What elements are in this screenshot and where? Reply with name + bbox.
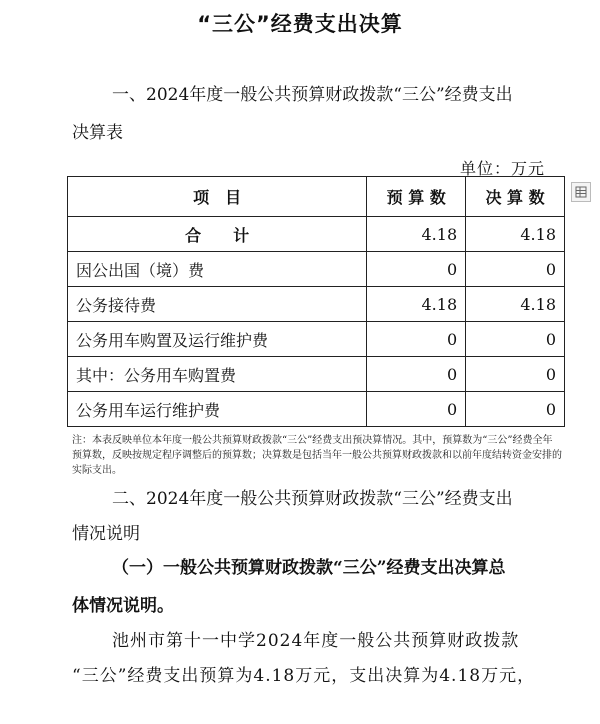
- row-final: 0: [466, 392, 565, 427]
- header-item: 项 目: [68, 177, 367, 217]
- table-row: [68, 252, 565, 287]
- row-budget: 0: [367, 322, 466, 357]
- section2-heading-line1: 二、2024年度一般公共预算财政拨款“三公”经费支出: [112, 489, 513, 509]
- row-budget: 4.18: [367, 287, 466, 322]
- paragraph-line2: “三公”经费支出预算为4.18万元，支出决算为4.18万元，: [72, 666, 536, 686]
- table-note: 注：本表反映单位本年度一般公共预算财政拨款“三公”经费支出预决算情况。其中，预算数为“三公”经费全年预算数，反映按规定程序调整后的预算数；决算数是包括当年一般公共预算财政拨款和以前年度结转资金安排的实际支出。: [72, 435, 562, 476]
- row-final: 4.18: [466, 287, 565, 322]
- section2-heading-line2: 情况说明: [72, 524, 140, 544]
- table-row: [68, 357, 565, 392]
- table-row: [68, 217, 565, 252]
- row-final: 0: [466, 322, 565, 357]
- row-label: 公务用车购置及运行维护费: [68, 322, 367, 357]
- row-budget: 0: [367, 357, 466, 392]
- page-title: “三公”经费支出决算: [197, 12, 403, 36]
- table-row: [68, 287, 565, 322]
- unit-label: 单位：万元: [460, 159, 546, 178]
- row-final: 4.18: [466, 217, 565, 252]
- table-tool-icon[interactable]: [571, 182, 591, 202]
- row-label: 公务用车运行维护费: [68, 392, 367, 427]
- subsection-heading-line1: （一）一般公共预算财政拨款“三公”经费支出决算总: [112, 558, 506, 578]
- section1-heading-line1: 一、2024年度一般公共预算财政拨款“三公”经费支出: [112, 85, 513, 105]
- table-header-row: [68, 177, 565, 217]
- row-label: 其中：公务用车购置费: [68, 357, 367, 392]
- row-label: 公务接待费: [68, 287, 367, 322]
- paragraph-line1: 池州市第十一中学2024年度一般公共预算财政拨款: [112, 631, 520, 651]
- row-label: 合 计: [68, 217, 367, 252]
- row-final: 0: [466, 252, 565, 287]
- header-budget: 预 算 数: [367, 177, 466, 217]
- row-budget: 4.18: [367, 217, 466, 252]
- table-row: [68, 392, 565, 427]
- header-final: 决 算 数: [466, 177, 565, 217]
- table-row: [68, 322, 565, 357]
- row-budget: 0: [367, 252, 466, 287]
- subsection-heading-line2: 体情况说明。: [72, 596, 174, 616]
- row-label: 因公出国（境）费: [68, 252, 367, 287]
- section1-heading-line2: 决算表: [72, 123, 123, 143]
- row-budget: 0: [367, 392, 466, 427]
- expense-table: [67, 176, 565, 427]
- row-final: 0: [466, 357, 565, 392]
- table-tool-glyph-icon: [572, 183, 590, 201]
